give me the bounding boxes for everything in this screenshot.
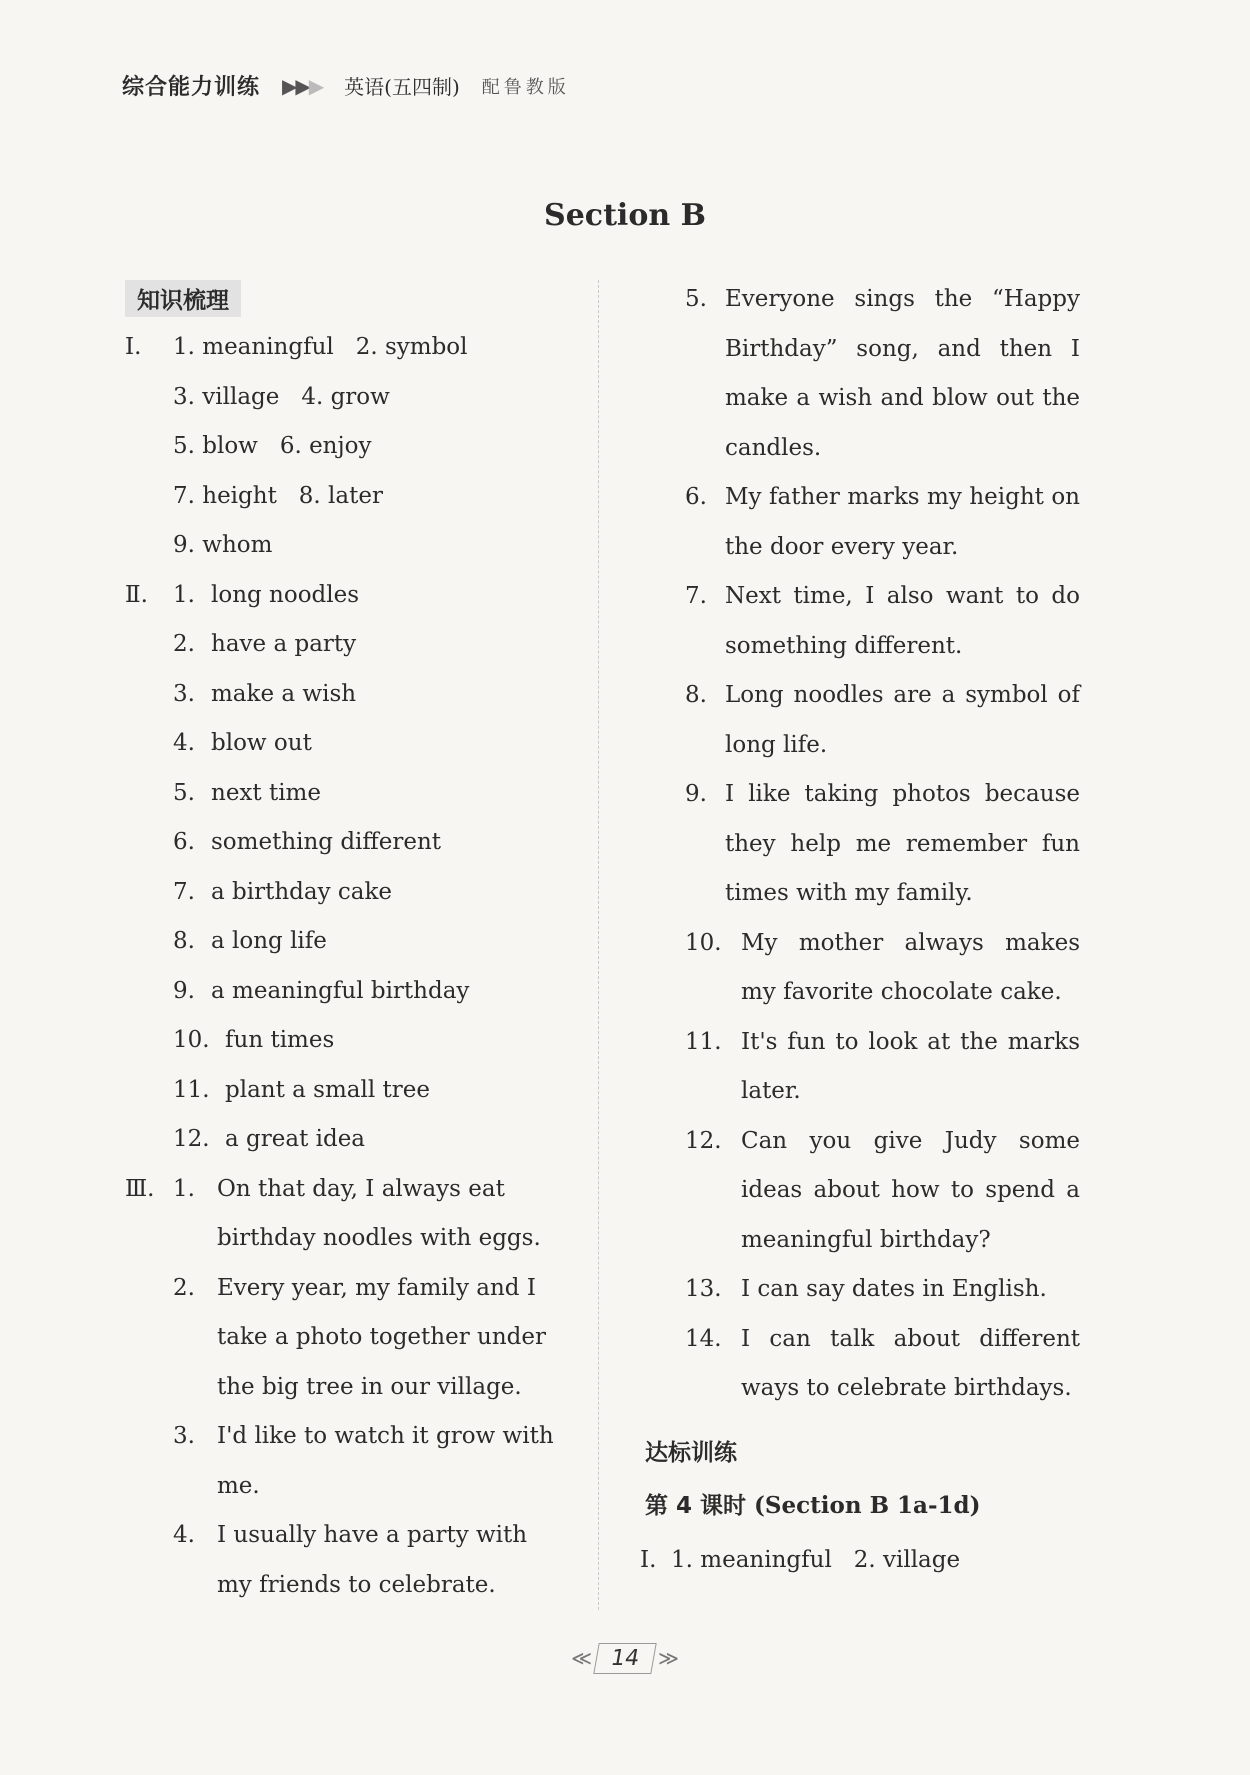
list-item: Ⅱ. 1. long noodles [125, 581, 360, 608]
list-item: 7. Next time, I also want to do something different. [685, 583, 1080, 659]
list-item: 13. I can say dates in English. [685, 1276, 1047, 1302]
list-item: 8. Long noodles are a symbol of long life. [685, 682, 1080, 758]
chevron-left-icon: ≪ [571, 1646, 592, 1670]
list-item: 11. plant a small tree [173, 1076, 430, 1103]
list-item: 2. Every year, my family and I [173, 1274, 536, 1301]
list-item: Ⅰ. 1. meaningful 2. symbol [125, 334, 468, 360]
list-item: 6. something different [173, 829, 442, 855]
list-item: 10. My mother always makes my favorite chocolate cake. [685, 929, 1080, 1005]
list-item: 8. a long life [173, 928, 327, 954]
list-item: 11. It's fun to look at the marks later. [685, 1028, 1080, 1104]
list-item: 3. village 4. grow [173, 383, 390, 410]
section-subhead: 知识梳理 [125, 280, 241, 317]
list-item: 4. blow out [173, 730, 312, 756]
left-column [125, 280, 575, 1610]
list-item: 5. blow 6. enjoy [173, 433, 372, 459]
lesson-title: 第 4 课时 (Section B 1a-1d) [645, 1491, 981, 1519]
training-section-label: 达标训练 [645, 1439, 737, 1466]
list-item: 2. have a party [173, 631, 357, 657]
list-item-continued: me. [217, 1472, 260, 1499]
subject-label: 英语(五四制) [344, 75, 460, 99]
list-item: 3. I'd like to watch it grow with [173, 1423, 554, 1449]
page-header [122, 70, 570, 101]
list-item-continued: birthday noodles with eggs. [217, 1225, 541, 1251]
list-item: Ⅰ. 1. meaningful 2. village [640, 1546, 961, 1573]
list-item: 5. next time [173, 779, 321, 806]
list-item-continued: take a photo together under [217, 1324, 546, 1350]
page-number: ≪ 14 ≫ [0, 1643, 1250, 1674]
list-item: 12. a great idea [173, 1126, 366, 1152]
list-item: 7. height 8. later [173, 482, 383, 509]
chevron-right-icon: ≫ [658, 1646, 679, 1670]
edition-label: 配鲁教版 [481, 76, 570, 98]
list-item-continued: my friends to celebrate. [217, 1571, 496, 1598]
list-item: 4. I usually have a party with [173, 1522, 528, 1548]
list-item: 5. Everyone sings the “Happy Birthday” song, and then I make a wish and blow out the candles. [685, 286, 1080, 461]
list-item: 7. a birthday cake [173, 878, 393, 905]
list-item: 6. My father marks my height on the door every year. [685, 484, 1080, 560]
list-item: 10. fun times [173, 1027, 335, 1053]
list-item: 12. Can you give Judy some ideas about how to spend a meaningful birthday? [685, 1127, 1080, 1253]
page-title: Section B [544, 198, 706, 233]
list-item: Ⅲ. 1. On that day, I always eat [125, 1175, 505, 1202]
arrows-icon: ▶▶▶ [282, 73, 323, 98]
series-title: 综合能力训练 [122, 75, 261, 100]
list-item: 9. I like taking photos because they help me remember fun times with my family. [685, 781, 1080, 906]
list-item: 9. whom [173, 532, 273, 558]
list-item: 14. I can talk about different ways to celebrate birthdays. [685, 1325, 1080, 1401]
list-item: 3. make a wish [173, 680, 357, 707]
right-column [640, 275, 1080, 1586]
list-item-continued: the big tree in our village. [217, 1373, 522, 1400]
column-divider [598, 280, 599, 1610]
list-item: 9. a meaningful birthday [173, 977, 470, 1004]
